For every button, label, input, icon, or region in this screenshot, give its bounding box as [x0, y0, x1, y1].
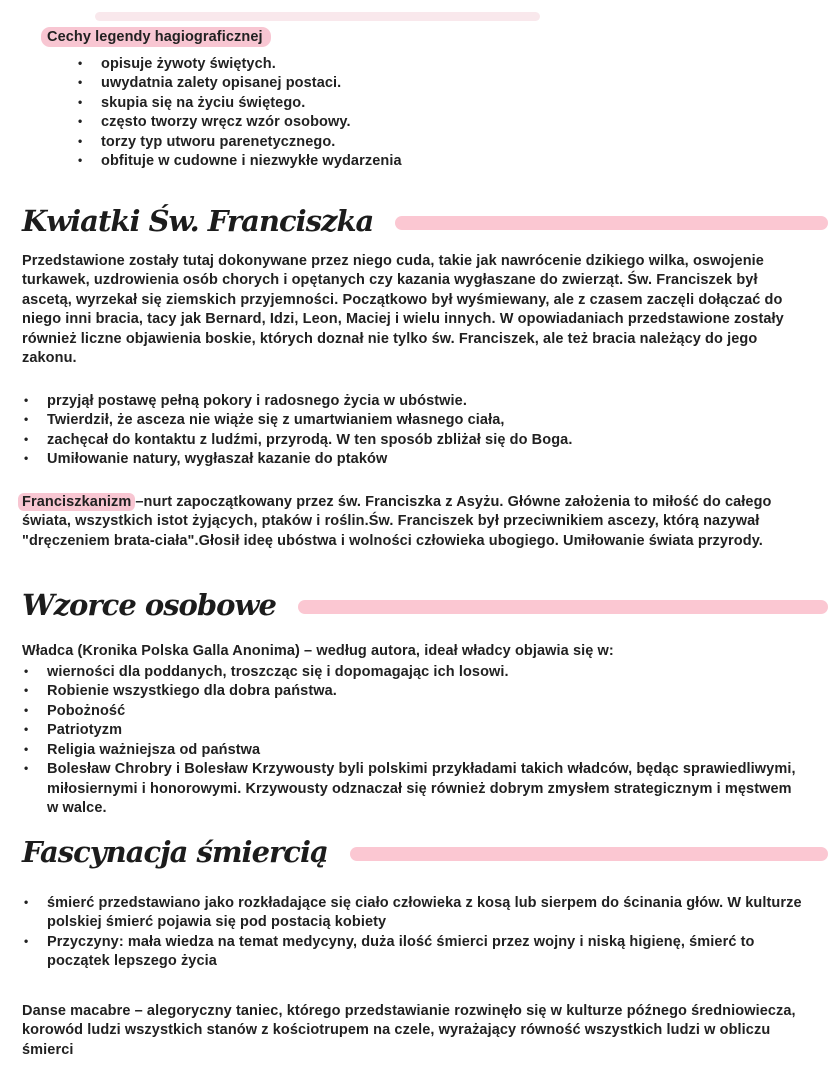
- section-heading: Fascynacja śmiercią: [22, 834, 328, 869]
- list-item: • Twierdził, że asceza nie wiąże się z umartwianiem własnego ciała,: [22, 411, 806, 431]
- list-item: • torzy typ utworu parenetycznego.: [76, 133, 808, 153]
- intro-bullet-list: [76, 55, 808, 172]
- list-item: • obfituje w cudowne i niezwykłe wydarzenia: [76, 152, 808, 172]
- pink-accent-bar: [350, 847, 828, 861]
- list-item: • skupia się na życiu świętego.: [76, 94, 808, 114]
- section-heading-row: [22, 587, 828, 623]
- section-heading-row: [22, 203, 828, 239]
- list-item: • śmierć przedstawiano jako rozkładające się ciało człowieka z kosą lub sierpem do ścinania głów. W kulturze polskiej śmierć pojawia się pod postacią kobiety: [22, 894, 806, 933]
- section-heading: Wzorce osobowe: [22, 588, 276, 622]
- paragraph-danse-macabre: Danse macabre – alegoryczny taniec, którego przedstawianie rozwinęło się w kulturze późnego średniowiecza, korowód ludzi wszystkich stanów z kościotrupem na czele, wyrażający równość wszystkich ludzi w obliczu śmierci: [22, 1002, 796, 1058]
- list-item: • przyjął postawę pełną pokory i radosnego życia w ubóstwie.: [22, 392, 806, 412]
- highlighted-term: Franciszkanizm: [18, 493, 135, 511]
- list-item: • wierności dla poddanych, troszcząc się i dopomagając ich losowi.: [22, 663, 806, 683]
- section-heading-row: [22, 834, 828, 870]
- section-wzorce: [0, 587, 828, 819]
- list-item: • Robienie wszystkiego dla dobra państwa.: [22, 682, 806, 702]
- wzorce-bullet-list: [22, 663, 806, 819]
- list-item: • uwydatnia zalety opisanej postaci.: [76, 74, 808, 94]
- list-item: • Religia ważniejsza od państwa: [22, 741, 806, 761]
- section-kwiatki: [0, 203, 828, 552]
- list-item: • Bolesław Chrobry i Bolesław Krzywousty byli polskimi przykładami takich władców, będąc sprawiedliwymi, miłosiernymi i honorowymi. Krzywousty odznaczał się również dobrym zmysłem strategicznym i męstwem w walce.: [22, 760, 806, 819]
- pink-accent-bar: [395, 216, 828, 230]
- faded-highlight-smudge: [95, 12, 540, 21]
- list-item: • Patriotyzm: [22, 721, 806, 741]
- list-item: • często tworzy wręcz wzór osobowy.: [76, 113, 808, 133]
- list-item: • Umiłowanie natury, wygłaszał kazanie do ptaków: [22, 450, 806, 470]
- kwiatki-bullet-list: [22, 392, 806, 470]
- section-heading: Kwiatki Św. Franciszka: [22, 203, 374, 238]
- section-fascynacja: [0, 834, 828, 1061]
- list-item: • zachęcał do kontaktu z ludźmi, przyrodą. W ten sposób zbliżał się do Boga.: [22, 431, 806, 451]
- list-item: • opisuje żywoty świętych.: [76, 55, 808, 75]
- fascynacja-bullet-list: [22, 894, 806, 972]
- paragraph-text: –nurt zapoczątkowany przez św. Franciszka z Asyżu. Główne założenia to miłość do całego świata, wszystkich istot żyjących, ptaków i roślin.Św. Franciszek był przeciwnikiem ascezy, którą nazywał "dręczeniem brata-ciała".Głosił ideę ubóstwa i wolności człowieka ubogiego. Umiłowanie świata przyrody.: [22, 493, 772, 549]
- wzorce-intro-line: Władca (Kronika Polska Galla Anonima) – według autora, ideał władcy objawia się w:: [22, 643, 614, 659]
- section-cechy-legendy: [0, 0, 828, 172]
- highlighted-title: Cechy legendy hagiograficznej: [41, 27, 271, 47]
- intro-title-row: [0, 28, 828, 48]
- paragraph-franciszkanizm: [22, 493, 806, 552]
- pink-accent-bar: [298, 600, 828, 614]
- list-item: • Przyczyny: mała wiedza na temat medycyny, duża ilość śmierci przez wojny i niską higienę, śmierć to początek lepszego życia: [22, 933, 806, 972]
- paragraph: Przedstawione zostały tutaj dokonywane przez niego cuda, takie jak nawrócenie dzikiego wilka, oswojenie turkawek, uzdrowienia osób chorych i opętanych czy kazania wygłaszane do zwierząt. Św. Franciszek był ascetą, wyrzekał się ziemskich przyjemności. Początkowo był wyśmiewany, ale z czasem zaczęli dołączać do niego inni bracia, tacy jak Bernard, Idzi, Leon, Maciej i wielu innych. W opowiadaniach przedstawione zostały również liczne objawienia boskie, których doznał nie tylko św. Franciszek, ale też bracia należący do jego zakonu.: [22, 252, 784, 366]
- list-item: • Pobożność: [22, 702, 806, 722]
